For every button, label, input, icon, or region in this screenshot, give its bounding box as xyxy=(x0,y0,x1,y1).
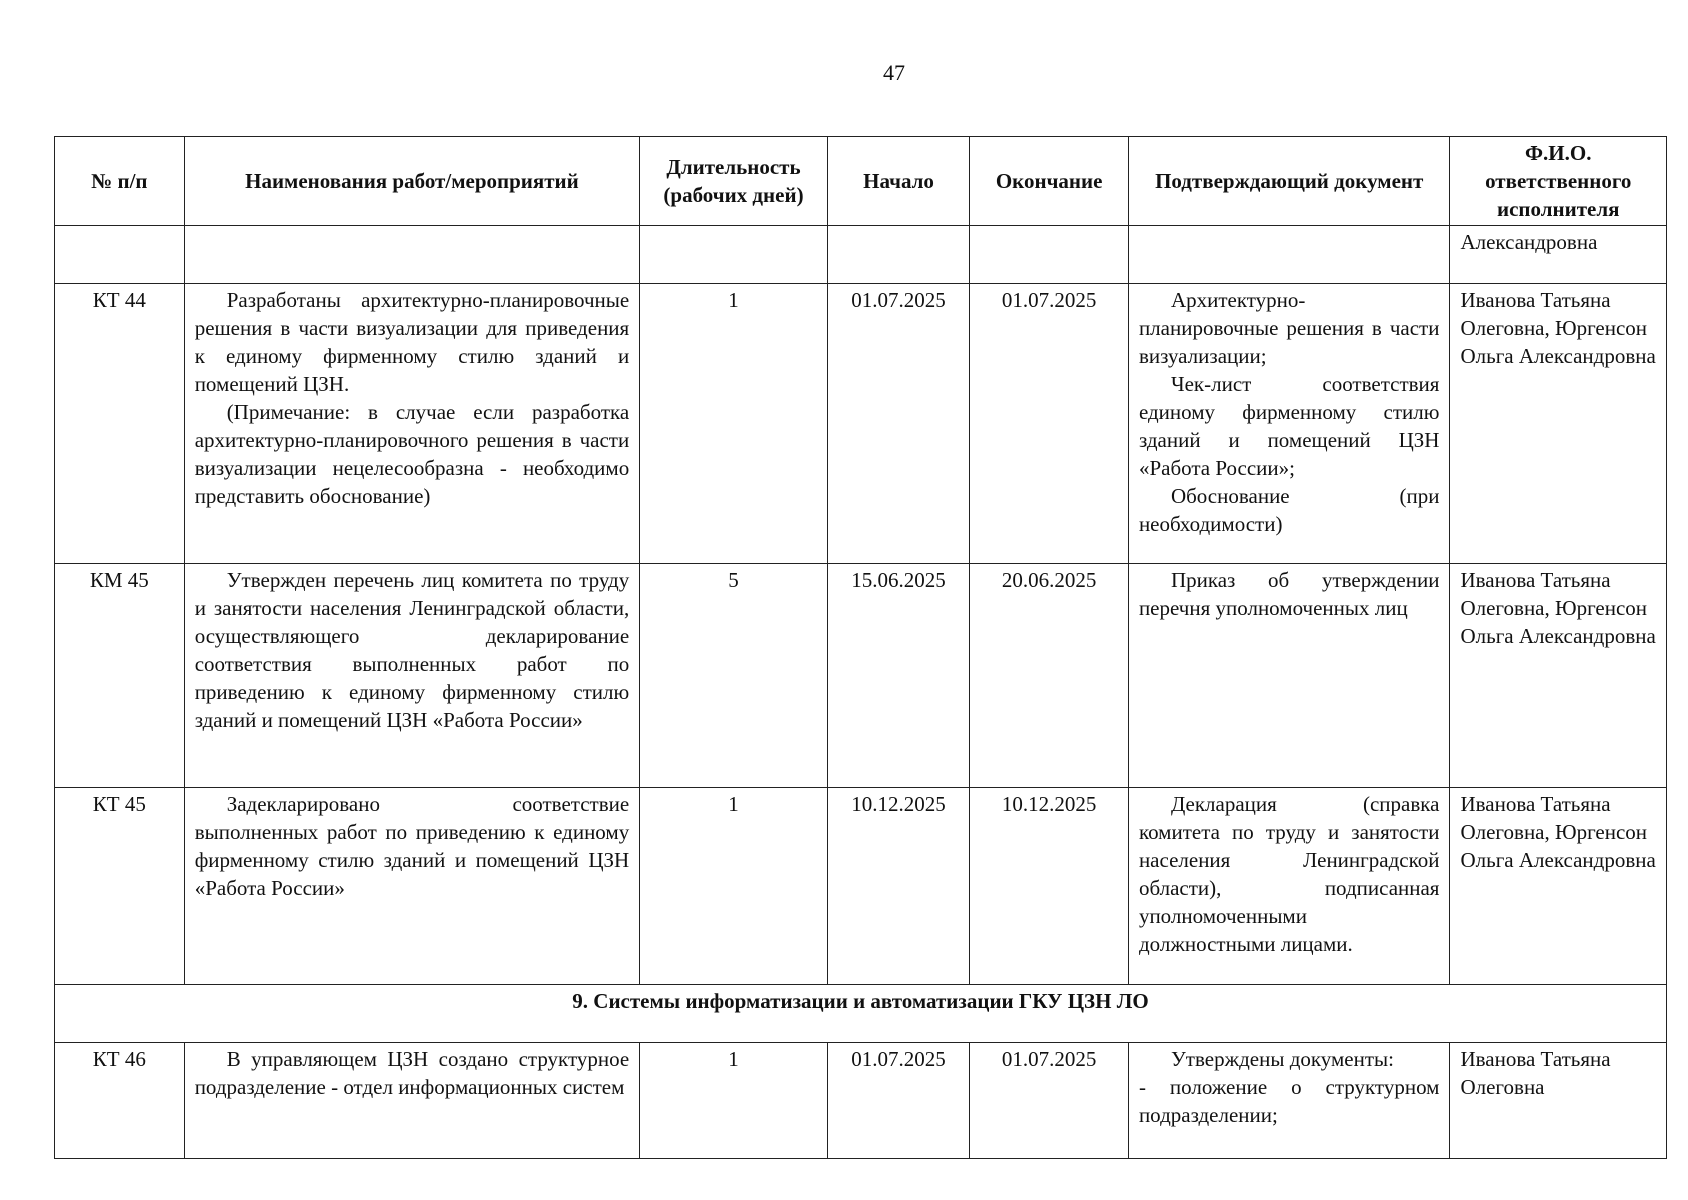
cell-num: КТ 44 xyxy=(55,284,185,564)
cell-name xyxy=(184,788,640,985)
cell-name xyxy=(184,1043,640,1159)
page-number: 47 xyxy=(883,60,905,85)
cell-duration: 1 xyxy=(640,788,828,985)
cell-document xyxy=(1128,284,1450,564)
cell-document xyxy=(1128,788,1450,985)
cell-start: 10.12.2025 xyxy=(827,788,970,985)
document-paragraph: Декларация (справка комитета по труду и занятости населения Ленинградской области), подписанная уполномоченными должностными лицами. xyxy=(1138,792,1440,956)
cell-name xyxy=(184,226,640,284)
name-paragraph: Разработаны архитектурно-планировочные решения в части визуализации для приведения к единому фирменному стилю зданий и помещений ЦЗН. xyxy=(194,288,630,396)
cell-start: 01.07.2025 xyxy=(827,1043,970,1159)
cell-start xyxy=(827,226,970,284)
cell-end: 10.12.2025 xyxy=(970,788,1129,985)
header-person: Ф.И.О. ответственного исполнителя xyxy=(1450,137,1667,226)
table-row xyxy=(55,1043,1667,1159)
cell-duration xyxy=(640,226,828,284)
cell-document xyxy=(1128,1043,1450,1159)
table-row xyxy=(55,564,1667,788)
document-paragraph: Чек-лист соответствия единому фирменному стилю зданий и помещений ЦЗН «Работа России»; xyxy=(1138,372,1440,480)
header-document: Подтверждающий документ xyxy=(1128,137,1450,226)
work-schedule-table xyxy=(54,136,1667,1159)
document-paragraph: - положение о структурном подразделении; xyxy=(1138,1075,1440,1127)
cell-document xyxy=(1128,564,1450,788)
table-row-continuation xyxy=(55,226,1667,284)
table-header-row xyxy=(55,137,1667,226)
name-paragraph: В управляющем ЦЗН создано структурное подразделение - отдел информационных систем xyxy=(194,1047,630,1099)
table-row xyxy=(55,788,1667,985)
document-paragraph: Обоснование (при необходимости) xyxy=(1138,484,1440,536)
cell-num xyxy=(55,226,185,284)
cell-start: 15.06.2025 xyxy=(827,564,970,788)
cell-start: 01.07.2025 xyxy=(827,284,970,564)
document-paragraph: Архитектурно-планировочные решения в части визуализации; xyxy=(1138,288,1440,368)
cell-end xyxy=(970,226,1129,284)
name-paragraph: Задекларировано соответствие выполненных работ по приведению к единому фирменному стилю зданий и помещений ЦЗН «Работа России» xyxy=(194,792,630,900)
header-duration: Длительность (рабочих дней) xyxy=(640,137,828,226)
cell-person: Иванова Татьяна Олеговна, Юргенсон Ольга Александровна xyxy=(1450,788,1667,985)
cell-person: Иванова Татьяна Олеговна xyxy=(1450,1043,1667,1159)
cell-name xyxy=(184,284,640,564)
cell-end: 01.07.2025 xyxy=(970,1043,1129,1159)
cell-person: Александровна xyxy=(1450,226,1667,284)
header-end: Окончание xyxy=(970,137,1129,226)
table-row xyxy=(55,284,1667,564)
document-paragraph: Утверждены документы: xyxy=(1170,1047,1394,1071)
cell-duration: 5 xyxy=(640,564,828,788)
cell-num: КТ 46 xyxy=(55,1043,185,1159)
header-start: Начало xyxy=(827,137,970,226)
header-num: № п/п xyxy=(55,137,185,226)
cell-num: КТ 45 xyxy=(55,788,185,985)
section-row xyxy=(55,985,1667,1043)
cell-duration: 1 xyxy=(640,1043,828,1159)
cell-person: Иванова Татьяна Олеговна, Юргенсон Ольга Александровна xyxy=(1450,564,1667,788)
header-name: Наименования работ/мероприятий xyxy=(184,137,640,226)
cell-document xyxy=(1128,226,1450,284)
cell-end: 20.06.2025 xyxy=(970,564,1129,788)
cell-end: 01.07.2025 xyxy=(970,284,1129,564)
name-paragraph: Утвержден перечень лиц комитета по труду и занятости населения Ленинградской области, осуществляющего декларирование соответствия выполненных работ по приведению к единому фирменному стилю зданий и помещений ЦЗН «Работа России» xyxy=(194,568,630,732)
name-note-paragraph: (Примечание: в случае если разработка архитектурно-планировочного решения в части визуализации нецелесообразна - необходимо представить обоснование) xyxy=(194,400,630,508)
section-title: 9. Системы информатизации и автоматизации ГКУ ЦЗН ЛО xyxy=(55,985,1667,1043)
cell-person: Иванова Татьяна Олеговна, Юргенсон Ольга Александровна xyxy=(1450,284,1667,564)
cell-name xyxy=(184,564,640,788)
cell-num: КМ 45 xyxy=(55,564,185,788)
cell-duration: 1 xyxy=(640,284,828,564)
document-paragraph: Приказ об утверждении перечня уполномоченных лиц xyxy=(1138,568,1440,620)
